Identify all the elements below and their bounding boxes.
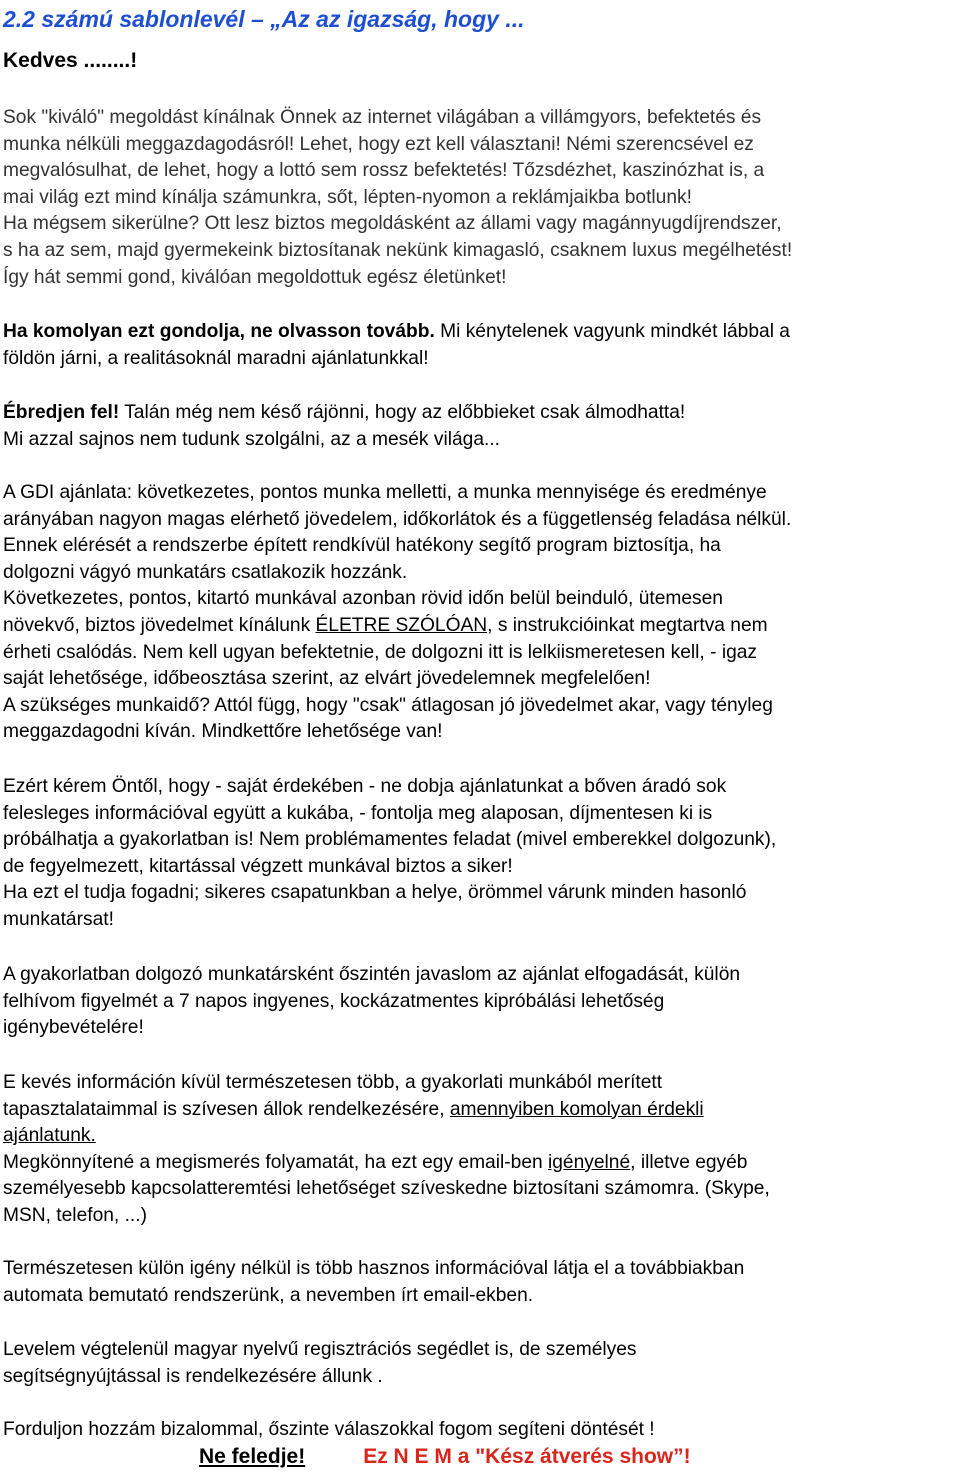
paragraph-offer <box>3 480 791 746</box>
text-line: Ezért kérem Öntől, hogy - saját érdekében - ne dobja ajánlatunkat a bőven áradó sok <box>3 776 727 797</box>
text-line: Levelem végtelenül magyar nyelvű regisztrációs segédlet is, de személyes <box>3 1339 637 1360</box>
text-line: A szükséges munkaidő? Attól függ, hogy "csak" átlagosan jó jövedelmet akar, vagy tényleg <box>3 694 773 716</box>
underlined-phrase: ÉLETRE SZÓLÓAN, <box>315 614 493 636</box>
text-line: s ha az sem, majd gyermekeink biztosítanak nekünk kimagasló, csaknem luxus megélhetést! <box>3 239 793 261</box>
paragraph-intro <box>3 105 792 291</box>
text-line: földön járni, a realitásoknál maradni ajánlatunkkal! <box>3 347 429 369</box>
text-line: próbálhatja a gyakorlatban is! Nem problémamentes feladat (mivel emberekkel dolgozunk), <box>3 829 777 851</box>
underlined-phrase: igényelné <box>548 1151 631 1173</box>
text-fragment: Mi kénytelenek vagyunk mindkét lábbal a <box>434 321 790 342</box>
text-line: arányában nagyon magas elérhető jövedelem, időkorlátok és a függetlenség feladása nélkül. <box>3 508 792 530</box>
text-fragment: , illetve egyéb <box>630 1151 748 1173</box>
paragraph-serious <box>3 319 790 372</box>
text-line: meggazdagodni kíván. Mindkettőre lehetősége van! <box>3 721 443 743</box>
text-fragment: tapasztalataimmal is szívesen állok rendelkezésére, <box>3 1098 450 1120</box>
text-line: Ha ezt el tudja fogadni; sikeres csapatunkban a helye, örömmel várunk minden hasonló <box>3 882 747 904</box>
text-line: de fegyelmezett, kitartással végzett munkával biztos a siker! <box>3 855 513 877</box>
text-line: felhívom figyelmét a 7 napos ingyenes, kockázatmentes kipróbálási lehetőség <box>3 990 665 1012</box>
text-line: mai világ ezt mind kínálja számunkra, sőt, lépten-nyomon a reklámjaikba botlunk! <box>3 186 692 208</box>
text-line: Természetesen külön igény nélkül is több hasznos információval látja el a továbbiakban <box>3 1258 745 1279</box>
text-line: Ha mégsem sikerülne? Ott lesz biztos megoldásként az állami vagy magánnyugdíjrendszer, <box>3 213 782 235</box>
text-line: munkatársat! <box>3 908 114 930</box>
text-line: segítségnyújtással is rendelkezésére állunk . <box>3 1365 383 1387</box>
text-fragment: Megkönnyítené a megismerés folyamatát, ha ezt egy email-ben <box>3 1151 548 1173</box>
text-line: megvalósulhat, de lehet, hogy a lottó sem rossz befektetés! Tőzsdézhet, kaszinózhat is, a <box>3 160 765 182</box>
text-line: A gyakorlatban dolgozó munkatársként őszintén javaslom az ajánlat elfogadását, külön <box>3 964 741 985</box>
underlined-phrase: ajánlatunk. <box>3 1125 96 1147</box>
paragraph-registration <box>3 1337 637 1390</box>
text-fragment: növekvő, biztos jövedelmet kínálunk <box>3 614 316 636</box>
text-line: igénybevételére! <box>3 1017 144 1039</box>
text-line: Mi azzal sajnos nem tudunk szolgálni, az a mesék világa... <box>3 428 500 450</box>
paragraph-automated <box>3 1256 744 1309</box>
text-line: személyesebb kapcsolatteremtési lehetőséget szíveskedne biztosítani számomra. (Skype, <box>3 1178 770 1200</box>
paragraph-wake-up <box>3 400 685 453</box>
paragraph-recommendation <box>3 962 740 1042</box>
text-line: érheti csalódás. Nem kell ugyan befektetnie, de dolgozni itt is lelkiismeretesen kell, - igaz <box>3 641 758 663</box>
text-line: A GDI ajánlata: következetes, pontos munka melletti, a munka mennyisége és eredménye <box>3 482 767 503</box>
bold-phrase: Ha komolyan ezt gondolja, ne olvasson tovább. <box>3 321 435 342</box>
document-title: 2.2 számú sablonlevél – „Az az igazság, hogy ... <box>3 6 525 32</box>
text-line: E kevés információn kívül természetesen több, a gyakorlati munkából merített <box>3 1072 663 1093</box>
underlined-phrase: amennyiben komolyan érdekli <box>449 1098 704 1120</box>
paragraph-closing <box>3 1417 655 1444</box>
text-fragment: Talán még nem késő rájönni, hogy az előbbieket csak álmodhatta! <box>119 402 686 423</box>
text-line: saját lehetősége, időbeosztása szerint, az elvárt jövedelemnek megfelelően! <box>3 668 651 690</box>
text-line: Forduljon hozzám bizalommal, őszinte válaszokkal fogom segíteni döntését ! <box>3 1419 655 1440</box>
text-line: automata bemutató rendszerünk, a nevemben írt email-ekben. <box>3 1284 534 1306</box>
paragraph-contact <box>3 1070 770 1230</box>
text-line: Így hát semmi gond, kiválóan megoldottuk egész életünket! <box>3 266 507 288</box>
closing-line <box>199 1442 691 1472</box>
text-line: Következetes, pontos, kitartó munkával azonban rövid időn belül beinduló, ütemesen <box>3 588 723 610</box>
text-line: felesleges információval együtt a kukába, - fontolja meg alaposan, díjmentesen ki is <box>3 802 713 824</box>
text-fragment: s instrukcióinkat megtartva nem <box>492 614 768 636</box>
text-line: munka nélküli meggazdagodásról! Lehet, hogy ezt kell választani! Némi szerencsével ez <box>3 133 754 155</box>
reminder-text: Ne feledje! <box>199 1445 306 1468</box>
text-line: Ennek elérését a rendszerbe épített rendkívül hatékony segítő program biztosítja, ha <box>3 535 721 557</box>
greeting: Kedves ........! <box>3 49 138 72</box>
warning-text: Ez N E M a "Kész átverés show”! <box>363 1445 691 1468</box>
paragraph-request <box>3 774 776 934</box>
text-line: Sok "kiváló" megoldást kínálnak Önnek az internet világában a villámgyors, befektetés és <box>3 107 762 128</box>
text-line: dolgozni vágyó munkatárs csatlakozik hozzánk. <box>3 561 408 583</box>
text-line: MSN, telefon, ...) <box>3 1204 147 1226</box>
bold-phrase: Ébredjen fel! <box>3 402 120 423</box>
